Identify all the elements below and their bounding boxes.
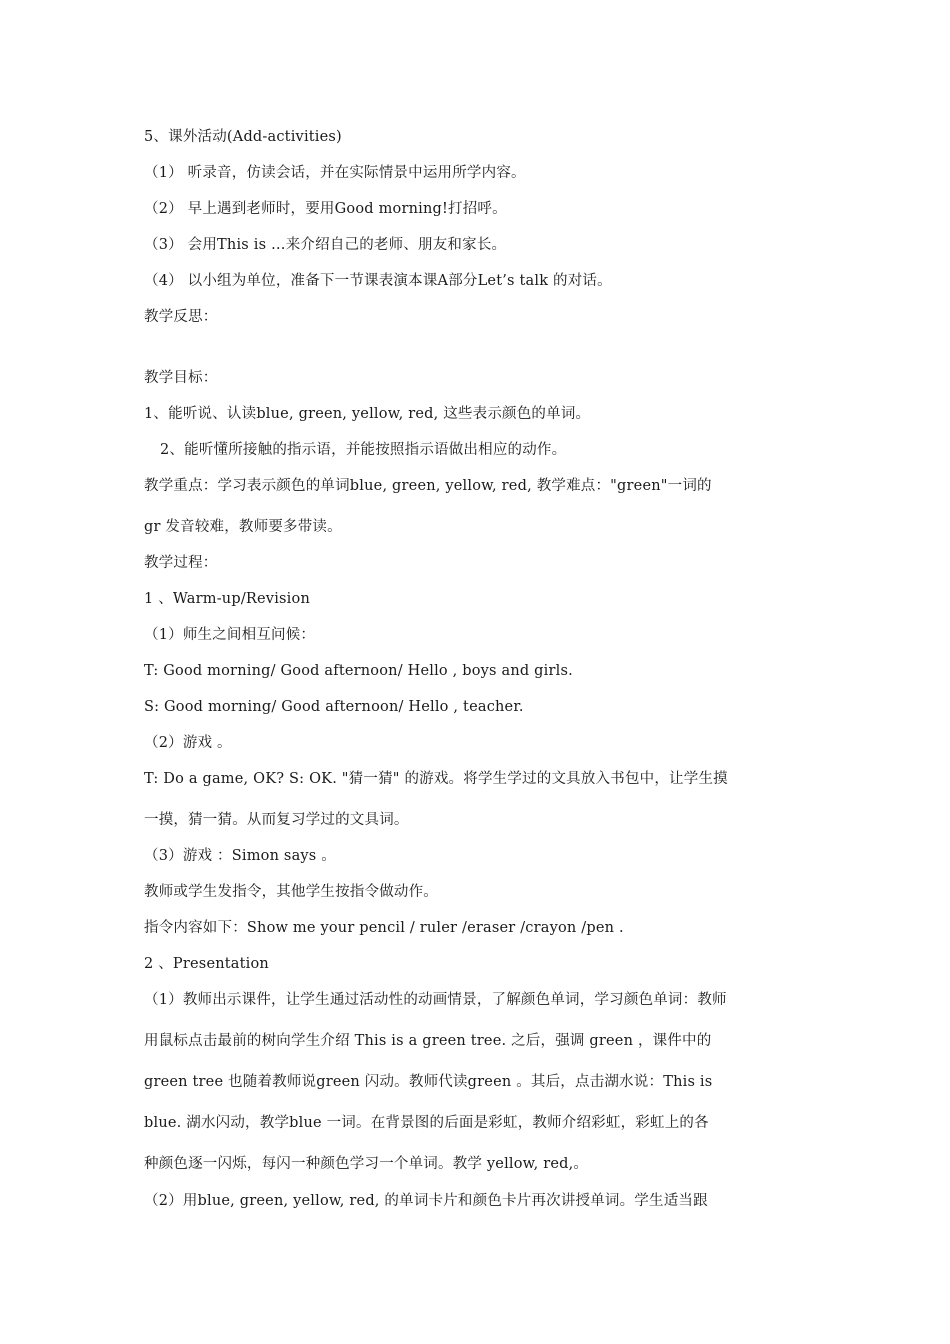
presentation-paragraph-line-2: 用鼠标点击最前的树向学生介绍 This is a green tree. 之后，强调 green ，课件中的 — [144, 1033, 712, 1049]
step-greeting: （1）师生之间相互问候： — [144, 627, 316, 643]
heading-teaching-reflection: 教学反思： — [144, 309, 218, 325]
list-item-activity-3: （3） 会用This is …来介绍自己的老师、朋友和家长。 — [144, 237, 507, 253]
step-simon-says: （3）游戏 ：Simon says 。 — [144, 848, 336, 864]
instruction-content: 指令内容如下：Show me your pencil / ruler /eraser /crayon /pen . — [144, 920, 624, 936]
objective-1: 1、能听说、认读blue, green, yellow, red, 这些表示颜色的单词。 — [144, 406, 591, 422]
presentation-step-2: （2）用blue, green, yellow, red, 的单词卡片和颜色卡片再次讲授单词。学生适当跟 — [144, 1193, 708, 1209]
heading-teaching-objectives: 教学目标： — [144, 370, 218, 386]
heading-add-activities: 5、课外活动(Add-activities) — [144, 129, 342, 145]
dialogue-teacher: T: Good morning/ Good afternoon/ Hello , boys and girls. — [144, 663, 573, 679]
simon-says-description: 教师或学生发指令，其他学生按指令做动作。 — [144, 884, 438, 900]
dialogue-students: S: Good morning/ Good afternoon/ Hello , teacher. — [144, 699, 524, 715]
section-warm-up: 1 、Warm-up/Revision — [144, 591, 310, 607]
section-presentation: 2 、Presentation — [144, 956, 269, 972]
objective-2: 2、能听懂所接触的指示语，并能按照指示语做出相应的动作。 — [160, 442, 567, 458]
heading-teaching-process: 教学过程： — [144, 555, 218, 571]
game-description-continued: 一摸，猜一猜。从而复习学过的文具词。 — [144, 812, 409, 828]
list-item-activity-2: （2） 早上遇到老师时，要用Good morning!打招呼。 — [144, 201, 507, 217]
step-game: （2）游戏 。 — [144, 735, 232, 751]
presentation-paragraph-line-1: （1）教师出示课件，让学生通过活动性的动画情景，了解颜色单词，学习颜色单词：教师 — [144, 992, 727, 1008]
presentation-paragraph-line-3: green tree 也随着教师说green 闪动。教师代读green 。其后，点击湖水说：This is — [144, 1074, 713, 1090]
key-points: 教学重点：学习表示颜色的单词blue, green, yellow, red, 教学难点："green"一词的 — [144, 478, 712, 494]
game-description: T: Do a game, OK? S: OK. "猜一猜" 的游戏。将学生学过的文具放入书包中，让学生摸 — [144, 771, 728, 787]
list-item-activity-4: （4） 以小组为单位，准备下一节课表演本课A部分Let’s talk 的对话。 — [144, 273, 612, 289]
presentation-paragraph-line-4: blue. 湖水闪动，教学blue 一词。在背景图的后面是彩虹，教师介绍彩虹，彩虹上的各 — [144, 1115, 709, 1131]
presentation-paragraph-line-5: 种颜色逐一闪烁，每闪一种颜色学习一个单词。教学 yellow, red,。 — [144, 1156, 589, 1172]
list-item-activity-1: （1） 听录音，仿读会话，并在实际情景中运用所学内容。 — [144, 165, 526, 181]
key-points-continued: gr 发音较难，教师要多带读。 — [144, 519, 342, 535]
